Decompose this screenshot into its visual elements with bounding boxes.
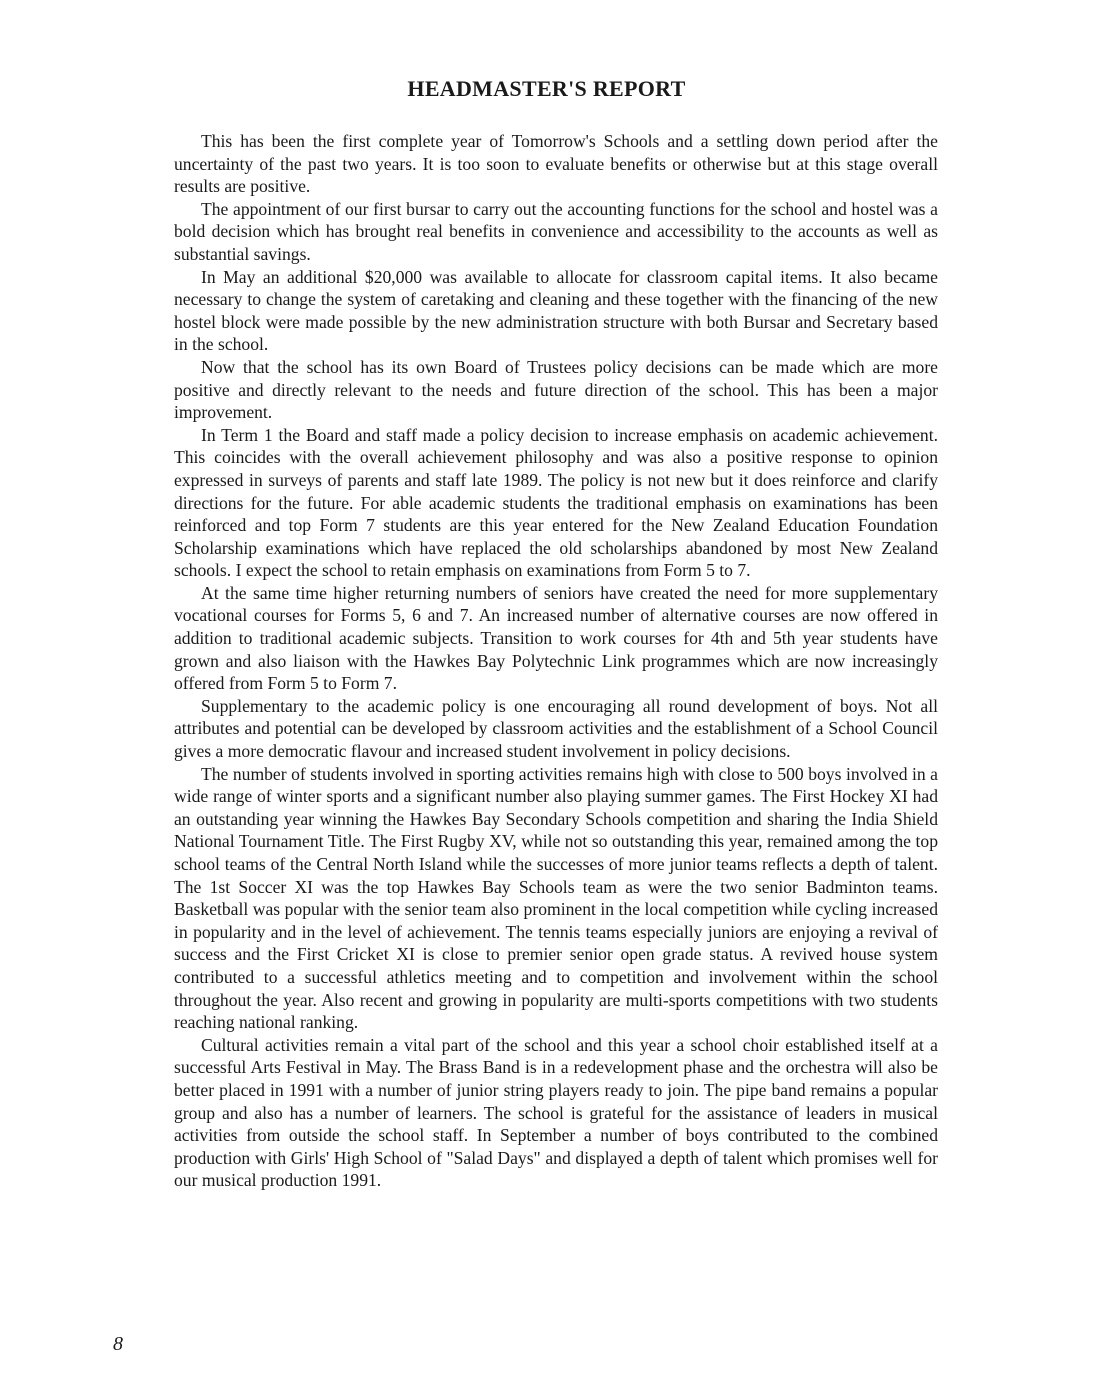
- report-body: [174, 130, 938, 1192]
- paragraph-academic-policy: In Term 1 the Board and staff made a policy decision to increase emphasis on academic achievement. This coincides with the overall achievement philosophy and was also a positive response to opinion expressed in surveys of parents and staff late 1989. The policy is not new but it does reinforce and clarify directions for the future. For able academic students the traditional emphasis on examinations has been reinforced and top Form 7 students are this year entered for the New Zealand Education Foundation Scholarship examinations which have replaced the old scholarships abandoned by most New Zealand schools. I expect the school to retain emphasis on examinations from Form 5 to 7.: [174, 424, 938, 581]
- paragraph-vocational-courses: At the same time higher returning numbers of seniors have created the need for more supplementary vocational courses for Forms 5, 6 and 7. An increased number of alternative courses are now offered in addition to traditional academic subjects. Transition to work courses for 4th and 5th year students have grown and also liaison with the Hawkes Bay Polytechnic Link programmes which are now increasingly offered from Form 5 to Form 7.: [174, 582, 938, 694]
- paragraph-sport: The number of students involved in sporting activities remains high with close to 500 boys involved in a wide range of winter sports and a significant number also playing summer games. The First Hockey XI had an outstanding year winning the Hawkes Bay Secondary Schools competition and sharing the India Shield National Tournament Title. The First Rugby XV, while not so outstanding this year, remained among the top school teams of the Central North Island while the successes of more junior teams reflects a depth of talent. The 1st Soccer XI was the top Hawkes Bay Schools team as were the two senior Badminton teams. Basketball was popular with the senior team also prominent in the local competition while cycling increased in popularity and in the level of achievement. The tennis teams especially juniors are enjoying a revival of success and the First Cricket XI is close to premier senior open grade status. A revived house system contributed to a successful athletics meeting and to competition and involvement within the school throughout the year. Also recent and growing in popularity are multi-sports competitions with two students reaching national ranking.: [174, 763, 938, 1033]
- report-title: HEADMASTER'S REPORT: [407, 76, 686, 101]
- paragraph-cultural: Cultural activities remain a vital part of the school and this year a school choir established itself at a successful Arts Festival in May. The Brass Band is in a redevelopment phase and the orchestra will also be better placed in 1991 with a number of junior string players ready to join. The pipe band remains a popular group and also has a number of learners. The school is grateful for the assistance of leaders in musical activities from outside the school staff. In September a number of boys contributed to the combined production with Girls' High School of "Salad Days" and displayed a depth of talent which promises well for our musical production 1991.: [174, 1034, 938, 1191]
- paragraph-board-of-trustees: Now that the school has its own Board of Trustees policy decisions can be made which are more positive and directly relevant to the needs and future direction of the school. This has been a major improvement.: [174, 356, 938, 423]
- page-number: 8: [113, 1333, 123, 1355]
- paragraph-bursar: The appointment of our first bursar to carry out the accounting functions for the school and hostel was a bold decision which has brought real benefits in convenience and accessibility to the accounts as well as substantial savings.: [174, 198, 938, 264]
- paragraph-intro: This has been the first complete year of Tomorrow's Schools and a settling down period after the uncertainty of the past two years. It is too soon to evaluate benefits or otherwise but at this stage overall results are positive.: [174, 131, 938, 197]
- paragraph-all-round-development: Supplementary to the academic policy is one encouraging all round development of boys. Not all attributes and potential can be developed by classroom activities and the establishment of a School Council gives a more democratic flavour and increased student involvement in policy decisions.: [174, 695, 938, 762]
- paragraph-capital-items: In May an additional $20,000 was available to allocate for classroom capital items. It also became necessary to change the system of caretaking and cleaning and these together with the financing of the new hostel block were made possible by the new administration structure with both Bursar and Secretary based in the school.: [174, 266, 938, 355]
